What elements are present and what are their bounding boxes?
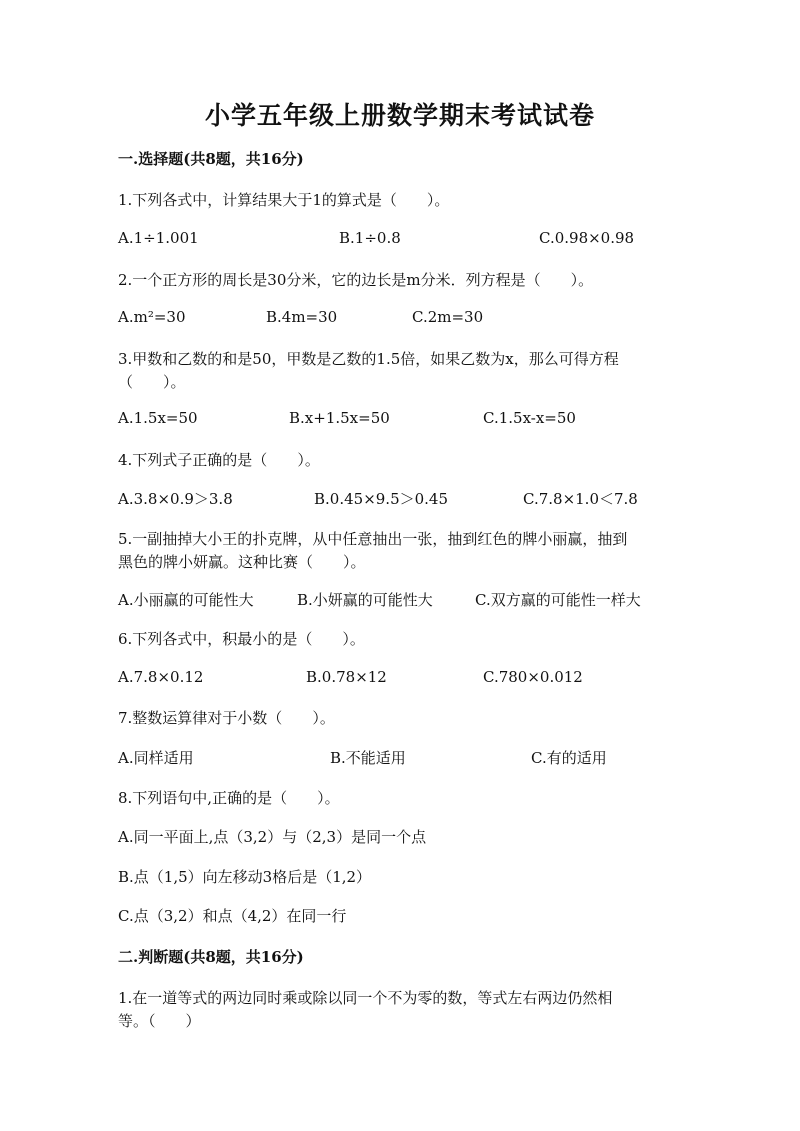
question-2-option-a: A.m²=30: [118, 308, 186, 326]
question-5-option-c: C.双方赢的可能性一样大: [475, 591, 641, 609]
question-4: 4.下列式子正确的是（ ）。: [118, 451, 320, 469]
question-1-option-c: C.0.98×0.98: [539, 229, 635, 247]
question-3-option-c: C.1.5x-x=50: [483, 409, 576, 427]
question-7-option-a: A.同样适用: [118, 749, 194, 767]
question-4-option-b: B.0.45×9.5＞0.45: [314, 490, 449, 508]
question-2-option-c: C.2m=30: [412, 308, 484, 326]
question-1-option-a: A.1÷1.001: [118, 229, 199, 247]
question-4-option-c: C.7.8×1.0＜7.8: [523, 490, 638, 508]
question-5-line-1: 5.一副抽掉大小王的扑克牌，从中任意抽出一张，抽到红色的牌小丽赢，抽到: [118, 530, 628, 548]
judge-question-1-line-1: 1.在一道等式的两边同时乘或除以同一个不为零的数，等式左右两边仍然相: [118, 989, 613, 1007]
question-4-option-a: A.3.8×0.9＞3.8: [118, 490, 233, 508]
question-2-option-b: B.4m=30: [266, 308, 338, 326]
judge-question-1-line-2: 等。（ ）: [118, 1012, 201, 1030]
question-3-line-2: （ ）。: [118, 373, 186, 391]
question-3-option-a: A.1.5x=50: [118, 409, 198, 427]
question-5-option-a: A.小丽赢的可能性大: [118, 591, 254, 609]
question-8: 8.下列语句中,正确的是（ ）。: [118, 789, 340, 807]
question-6-option-c: C.780×0.012: [483, 668, 583, 686]
question-6-option-b: B.0.78×12: [306, 668, 387, 686]
question-7-option-c: C.有的适用: [531, 749, 607, 767]
question-3-line-1: 3.甲数和乙数的和是50，甲数是乙数的1.5倍，如果乙数为x，那么可得方程: [118, 350, 619, 368]
question-8-option-a: A.同一平面上,点（3,2）与（2,3）是同一个点: [118, 828, 427, 846]
page-title: 小学五年级上册数学期末考试试卷: [204, 101, 595, 130]
question-7: 7.整数运算律对于小数（ ）。: [118, 709, 335, 727]
question-8-option-c: C.点（3,2）和点（4,2）在同一行: [118, 907, 347, 925]
question-7-option-b: B.不能适用: [330, 749, 406, 767]
question-6-option-a: A.7.8×0.12: [118, 668, 204, 686]
question-1: 1.下列各式中，计算结果大于1的算式是（ ）。: [118, 191, 450, 209]
question-1-option-b: B.1÷0.8: [339, 229, 401, 247]
question-2: 2.一个正方形的周长是30分米，它的边长是m分米．列方程是（ ）。: [118, 271, 594, 289]
question-3-option-b: B.x+1.5x=50: [289, 409, 390, 427]
question-6: 6.下列各式中，积最小的是（ ）。: [118, 630, 365, 648]
section-heading-choice: 一.选择题(共8题，共16分): [118, 150, 304, 168]
question-5-line-2: 黑色的牌小妍赢。这种比赛（ ）。: [118, 553, 366, 571]
question-8-option-b: B.点（1,5）向左移动3格后是（1,2）: [118, 868, 372, 886]
section-heading-judge: 二.判断题(共8题，共16分): [118, 948, 304, 966]
question-5-option-b: B.小妍赢的可能性大: [297, 591, 433, 609]
